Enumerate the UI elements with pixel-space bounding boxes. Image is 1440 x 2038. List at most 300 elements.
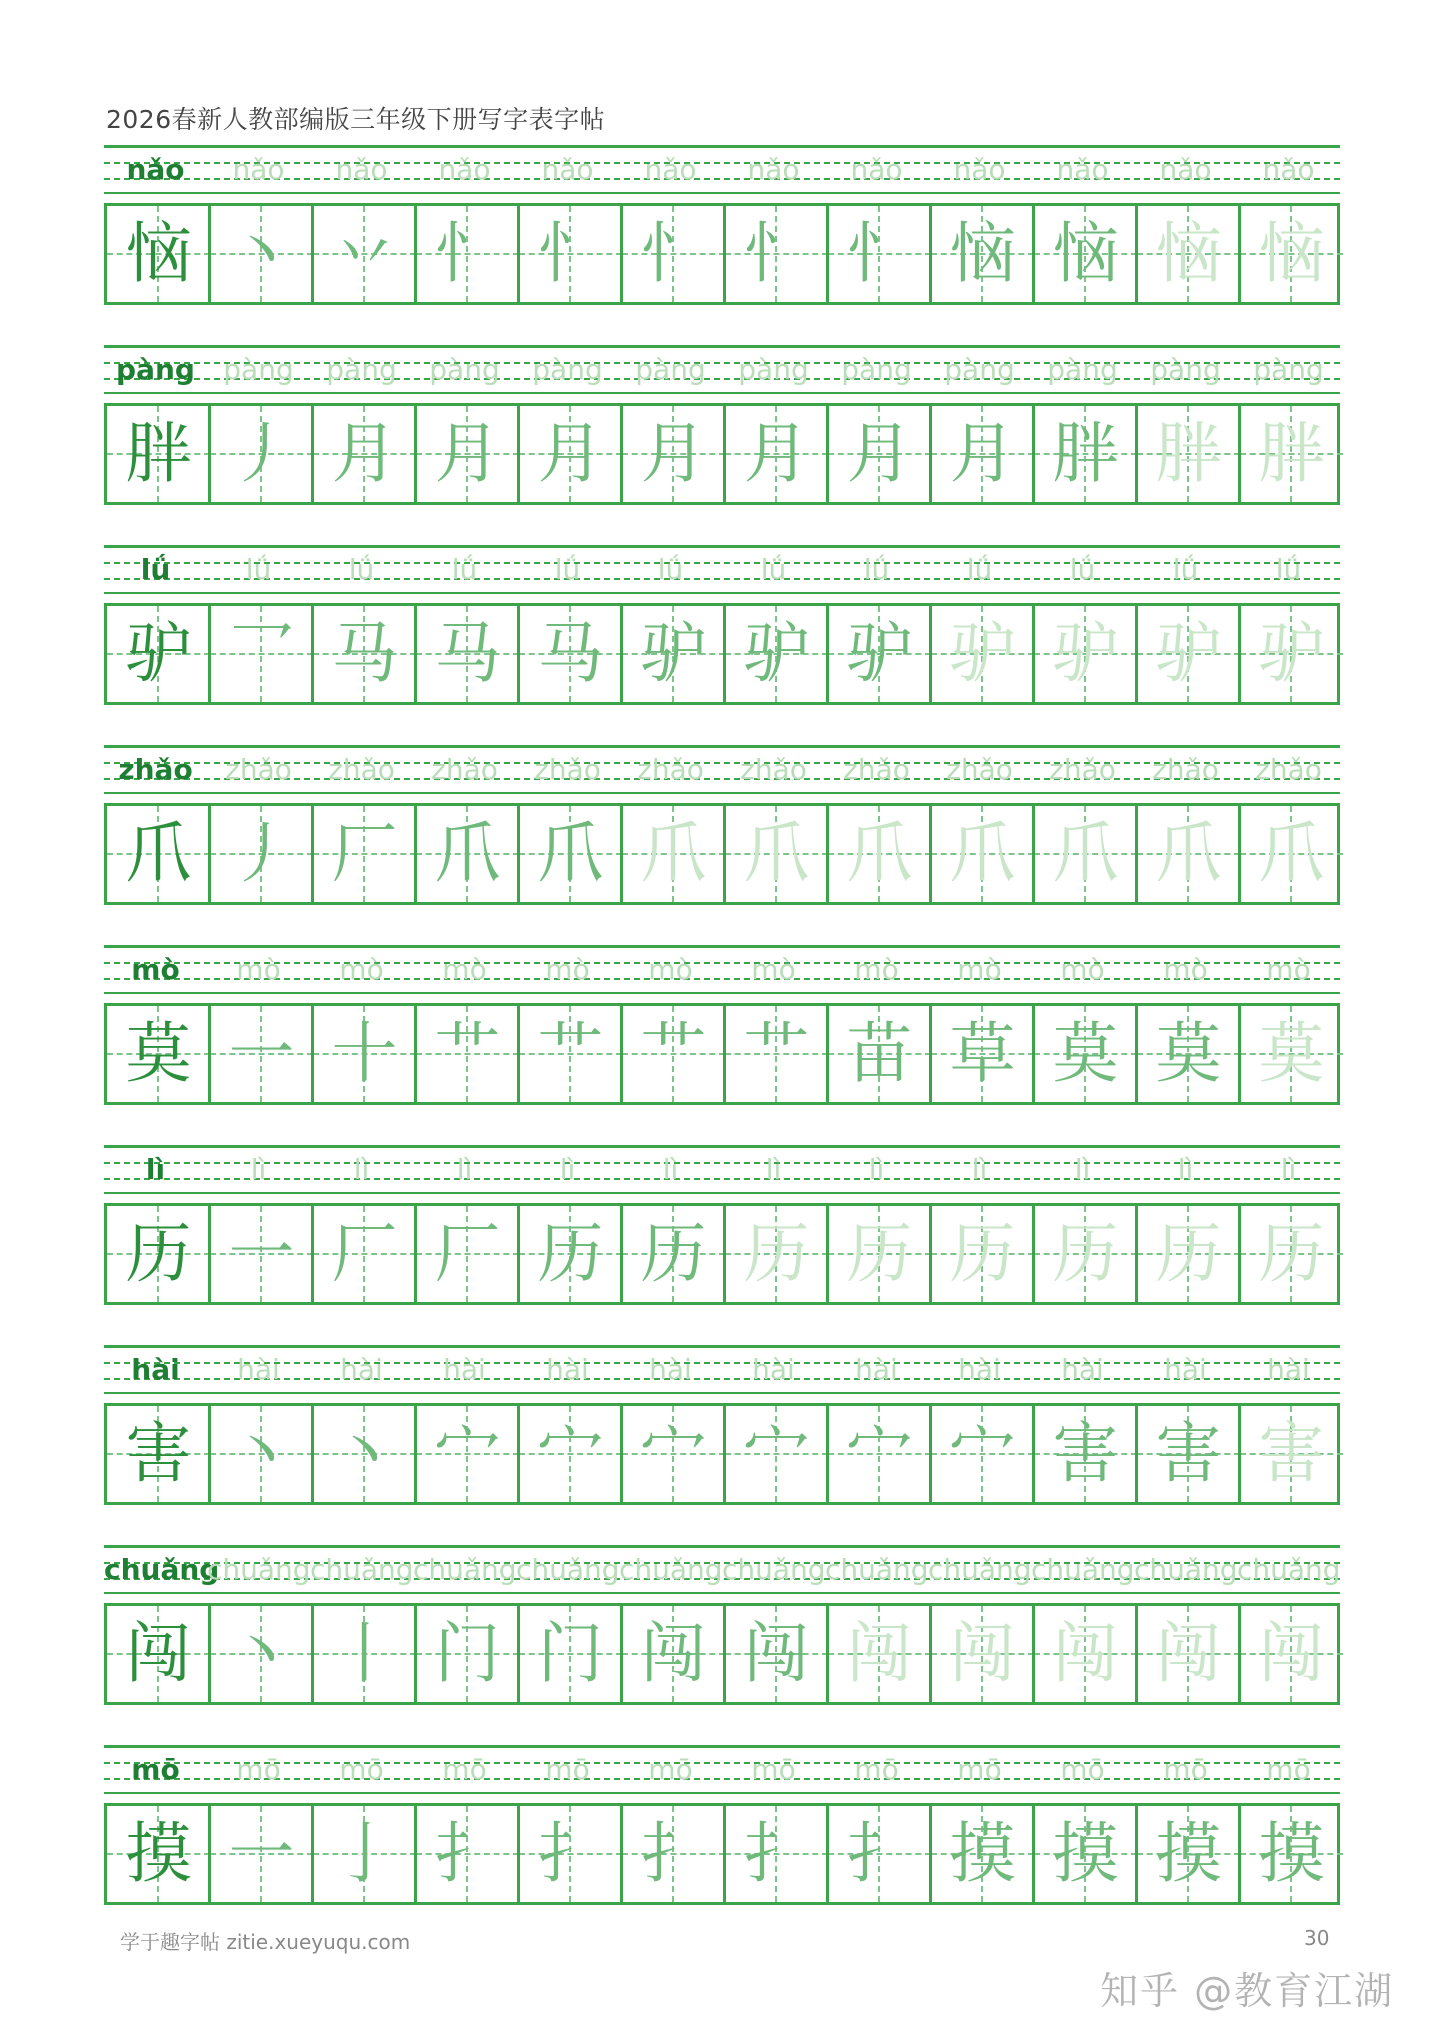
pinyin-trace: hài	[649, 1353, 692, 1386]
cell-divider	[208, 1406, 211, 1502]
stroke-step-character: 丨	[331, 1615, 398, 1692]
trace-character: 闯	[1258, 1615, 1325, 1692]
stroke-step-character: 丶	[228, 215, 295, 292]
trace-character: 闯	[846, 1615, 913, 1692]
stroke-order-cell	[313, 1406, 416, 1502]
pinyin-top-line	[104, 745, 1340, 748]
stroke-order-cell	[622, 1406, 725, 1502]
pinyin-trace: hài	[1267, 1353, 1310, 1386]
cell-divider	[414, 1606, 417, 1702]
pinyin-top-line	[104, 1145, 1340, 1148]
trace-character: 爪	[949, 815, 1016, 892]
stroke-order-cell	[725, 1406, 828, 1502]
pinyin-trace: lǘ	[245, 553, 272, 586]
pinyin-bottom-line	[104, 592, 1340, 594]
pinyin-band	[104, 1545, 1340, 1593]
stroke-order-cell	[828, 1406, 931, 1502]
stroke-step-character: 亅	[331, 1815, 398, 1892]
stroke-order-cell	[519, 1606, 622, 1702]
stroke-step-character: 丿	[228, 415, 295, 492]
cell-divider	[929, 1606, 932, 1702]
trace-character: 驴	[949, 615, 1016, 692]
cell-divider	[826, 1606, 829, 1702]
cell-divider	[414, 1406, 417, 1502]
stroke-order-cell	[931, 1606, 1034, 1702]
pinyin-top-line	[104, 145, 1340, 148]
stroke-step-character: 乛	[228, 615, 295, 692]
stroke-order-cell	[622, 1606, 725, 1702]
pinyin-trace: chuǎng	[516, 1553, 620, 1586]
pinyin-trace: chuǎng	[207, 1553, 311, 1586]
pinyin-trace: nǎo	[953, 153, 1006, 186]
stroke-step-character: 艹	[640, 1015, 707, 1092]
pinyin-trace: pàng	[944, 353, 1015, 386]
stroke-order-cell	[519, 1006, 622, 1102]
stroke-step-character: 摸	[1052, 1815, 1119, 1892]
pinyin-bottom-line	[104, 392, 1340, 394]
pinyin-trace: lì	[1074, 1153, 1091, 1186]
pinyin-trace: nǎo	[747, 153, 800, 186]
cell-divider	[311, 206, 314, 302]
stroke-step-character: 艹	[537, 1015, 604, 1092]
stroke-order-cell	[1240, 1606, 1343, 1702]
pinyin-label: chuǎng	[104, 1553, 220, 1586]
pinyin-trace: hài	[237, 1353, 280, 1386]
pinyin-trace: lǘ	[1069, 553, 1096, 586]
stroke-step-character: 忄	[846, 215, 913, 292]
stroke-order-cell	[828, 1006, 931, 1102]
stroke-order-cell	[210, 206, 313, 302]
pinyin-trace: lǘ	[966, 553, 993, 586]
cell-divider	[723, 406, 726, 502]
stroke-step-character: 门	[434, 1615, 501, 1692]
stroke-step-character: 忄	[743, 215, 810, 292]
model-character-cell	[107, 1006, 210, 1102]
cell-divider	[517, 1606, 520, 1702]
watermark: 知乎 @教育江湖	[1100, 1969, 1395, 2013]
trace-character: 爪	[846, 815, 913, 892]
model-character: 害	[125, 1415, 192, 1492]
stroke-order-cell	[1240, 606, 1343, 702]
stroke-order-cell	[210, 1806, 313, 1902]
cell-divider	[311, 1006, 314, 1102]
pinyin-bottom-line	[104, 1592, 1340, 1594]
trace-character: 历	[1052, 1215, 1119, 1292]
stroke-step-character: 艹	[743, 1015, 810, 1092]
cell-divider	[826, 1806, 829, 1902]
pinyin-label: nǎo	[126, 153, 185, 186]
cell-divider	[208, 1006, 211, 1102]
stroke-order-cell	[828, 1206, 931, 1302]
stroke-order-cell	[1240, 1006, 1343, 1102]
pinyin-trace: mò	[236, 953, 281, 986]
cell-divider	[414, 806, 417, 902]
cell-divider	[1238, 1606, 1241, 1702]
stroke-step-character: 闯	[640, 1615, 707, 1692]
pinyin-trace: mō	[648, 1753, 693, 1786]
stroke-step-character: 历	[640, 1215, 707, 1292]
stroke-order-cell	[622, 806, 725, 902]
cell-divider	[929, 1806, 932, 1902]
cell-divider	[929, 406, 932, 502]
trace-character: 历	[1258, 1215, 1325, 1292]
cell-divider	[620, 406, 623, 502]
stroke-order-cell	[622, 206, 725, 302]
model-character: 胖	[125, 415, 192, 492]
stroke-order-cell	[828, 206, 931, 302]
practice-row	[104, 1545, 1340, 1735]
pinyin-trace: lǘ	[657, 553, 684, 586]
stroke-step-character: 门	[537, 1615, 604, 1692]
practice-row	[104, 345, 1340, 535]
trace-character: 恼	[1155, 215, 1222, 292]
pinyin-label: hài	[131, 1353, 180, 1386]
stroke-order-cell	[725, 1006, 828, 1102]
tian-grid	[104, 1603, 1340, 1705]
stroke-order-cell	[210, 1206, 313, 1302]
pinyin-trace: lì	[868, 1153, 885, 1186]
stroke-step-character: 驴	[743, 615, 810, 692]
stroke-step-character: 宀	[743, 1415, 810, 1492]
pinyin-trace: lì	[765, 1153, 782, 1186]
stroke-step-character: 十	[331, 1015, 398, 1092]
cell-divider	[517, 1006, 520, 1102]
pinyin-label: mò	[131, 953, 180, 986]
pinyin-trace: pàng	[1047, 353, 1118, 386]
page-number: 30	[1304, 1926, 1330, 1950]
trace-character: 爪	[1155, 815, 1222, 892]
pinyin-bottom-line	[104, 1392, 1340, 1394]
pinyin-trace: chuǎng	[1031, 1553, 1135, 1586]
cell-divider	[929, 1406, 932, 1502]
pinyin-trace: lǘ	[451, 553, 478, 586]
pinyin-trace: nǎo	[232, 153, 285, 186]
model-character: 驴	[125, 615, 192, 692]
pinyin-trace: zhǎo	[1255, 753, 1322, 786]
pinyin-trace: chuǎng	[310, 1553, 414, 1586]
stroke-order-cell	[931, 1406, 1034, 1502]
pinyin-label: pàng	[116, 353, 195, 386]
cell-divider	[311, 806, 314, 902]
stroke-order-cell	[1034, 406, 1137, 502]
cell-divider	[414, 406, 417, 502]
pinyin-trace: hài	[443, 1353, 486, 1386]
pinyin-trace: mò	[339, 953, 384, 986]
cell-divider	[517, 1206, 520, 1302]
stroke-order-cell	[622, 1806, 725, 1902]
cell-divider	[414, 1206, 417, 1302]
pinyin-trace: mō	[545, 1753, 590, 1786]
stroke-step-character: 胖	[1052, 415, 1119, 492]
stroke-order-cell	[210, 406, 313, 502]
stroke-order-cell	[931, 206, 1034, 302]
stroke-step-character: 月	[640, 415, 707, 492]
stroke-order-cell	[1240, 1806, 1343, 1902]
stroke-order-cell	[313, 1006, 416, 1102]
pinyin-trace: hài	[1061, 1353, 1104, 1386]
stroke-order-cell	[416, 1806, 519, 1902]
pinyin-band	[104, 345, 1340, 393]
stroke-order-cell	[313, 806, 416, 902]
trace-character: 历	[846, 1215, 913, 1292]
cell-divider	[620, 1006, 623, 1102]
stroke-step-character: 一	[228, 1815, 295, 1892]
pinyin-trace: lì	[1280, 1153, 1297, 1186]
pinyin-trace: mò	[1060, 953, 1105, 986]
cell-divider	[1135, 406, 1138, 502]
trace-character: 闯	[949, 1615, 1016, 1692]
pinyin-trace: chuǎng	[413, 1553, 517, 1586]
cell-divider	[620, 206, 623, 302]
stroke-step-character: 宀	[434, 1415, 501, 1492]
trace-character: 爪	[1052, 815, 1119, 892]
cell-divider	[1032, 206, 1035, 302]
stroke-step-character: 历	[537, 1215, 604, 1292]
stroke-order-cell	[931, 1806, 1034, 1902]
stroke-step-character: 丶	[331, 1415, 398, 1492]
pinyin-trace: lì	[971, 1153, 988, 1186]
tian-grid	[104, 1203, 1340, 1305]
tian-grid	[104, 1003, 1340, 1105]
cell-divider	[517, 1406, 520, 1502]
stroke-step-character: 艹	[434, 1015, 501, 1092]
stroke-step-character: 扌	[434, 1815, 501, 1892]
trace-character: 闯	[1155, 1615, 1222, 1692]
stroke-step-character: 宀	[846, 1415, 913, 1492]
model-character: 恼	[125, 215, 192, 292]
pinyin-trace: nǎo	[644, 153, 697, 186]
tian-grid	[104, 203, 1340, 305]
pinyin-bottom-line	[104, 1792, 1340, 1794]
pinyin-trace: nǎo	[438, 153, 491, 186]
pinyin-trace: zhǎo	[225, 753, 292, 786]
model-character: 历	[125, 1215, 192, 1292]
model-character-cell	[107, 806, 210, 902]
cell-divider	[1032, 1406, 1035, 1502]
cell-divider	[1238, 1206, 1241, 1302]
pinyin-trace: mō	[957, 1753, 1002, 1786]
trace-character: 害	[1258, 1415, 1325, 1492]
stroke-order-cell	[725, 806, 828, 902]
pinyin-band	[104, 945, 1340, 993]
pinyin-trace: mō	[1060, 1753, 1105, 1786]
practice-row	[104, 745, 1340, 935]
pinyin-trace: hài	[546, 1353, 589, 1386]
stroke-step-character: 厂	[331, 1215, 398, 1292]
cell-divider	[1238, 1806, 1241, 1902]
pinyin-band	[104, 1345, 1340, 1393]
stroke-step-character: 宀	[537, 1415, 604, 1492]
model-character: 摸	[125, 1815, 192, 1892]
cell-divider	[311, 1606, 314, 1702]
cell-divider	[517, 606, 520, 702]
stroke-order-cell	[622, 1206, 725, 1302]
stroke-order-cell	[931, 606, 1034, 702]
pinyin-top-line	[104, 345, 1340, 348]
pinyin-trace: mò	[1163, 953, 1208, 986]
cell-divider	[1032, 806, 1035, 902]
stroke-order-cell	[725, 206, 828, 302]
pinyin-trace: mò	[1266, 953, 1311, 986]
pinyin-trace: pàng	[223, 353, 294, 386]
stroke-step-character: 爪	[434, 815, 501, 892]
cell-divider	[208, 406, 211, 502]
stroke-step-character: 扌	[640, 1815, 707, 1892]
stroke-order-cell	[313, 206, 416, 302]
stroke-order-cell	[725, 1606, 828, 1702]
stroke-order-cell	[1034, 1006, 1137, 1102]
trace-character: 莫	[1258, 1015, 1325, 1092]
trace-character: 胖	[1258, 415, 1325, 492]
stroke-order-cell	[210, 1606, 313, 1702]
pinyin-trace: hài	[855, 1353, 898, 1386]
cell-divider	[723, 806, 726, 902]
stroke-order-cell	[519, 606, 622, 702]
pinyin-trace: nǎo	[335, 153, 388, 186]
stroke-order-cell	[1034, 1206, 1137, 1302]
stroke-order-cell	[313, 406, 416, 502]
stroke-order-cell	[1137, 606, 1240, 702]
stroke-order-cell	[416, 1206, 519, 1302]
cell-divider	[826, 1206, 829, 1302]
stroke-order-cell	[931, 406, 1034, 502]
stroke-step-character: 月	[743, 415, 810, 492]
stroke-order-cell	[1137, 206, 1240, 302]
pinyin-trace: chuǎng	[1237, 1553, 1341, 1586]
cell-divider	[826, 806, 829, 902]
pinyin-label: lǘ	[140, 553, 171, 586]
stroke-order-cell	[313, 1806, 416, 1902]
cell-divider	[1135, 806, 1138, 902]
cell-divider	[620, 1206, 623, 1302]
stroke-order-cell	[828, 1606, 931, 1702]
cell-divider	[208, 606, 211, 702]
pinyin-trace: zhǎo	[328, 753, 395, 786]
stroke-order-cell	[1137, 1206, 1240, 1302]
stroke-step-character: 摸	[1155, 1815, 1222, 1892]
cell-divider	[311, 1806, 314, 1902]
stroke-step-character: 丶	[228, 1615, 295, 1692]
cell-divider	[723, 1606, 726, 1702]
pinyin-top-line	[104, 1345, 1340, 1348]
pinyin-trace: nǎo	[1159, 153, 1212, 186]
stroke-order-cell	[725, 1206, 828, 1302]
trace-character: 驴	[1258, 615, 1325, 692]
trace-character: 历	[949, 1215, 1016, 1292]
stroke-order-cell	[622, 606, 725, 702]
cell-divider	[723, 1406, 726, 1502]
stroke-order-cell	[1137, 1606, 1240, 1702]
stroke-step-character: 丿	[228, 815, 295, 892]
cell-divider	[1238, 206, 1241, 302]
stroke-order-cell	[519, 1406, 622, 1502]
pinyin-trace: zhǎo	[740, 753, 807, 786]
stroke-step-character: 莫	[1155, 1015, 1222, 1092]
cell-divider	[929, 1006, 932, 1102]
stroke-step-character: 马	[537, 615, 604, 692]
cell-divider	[929, 606, 932, 702]
stroke-order-cell	[313, 1606, 416, 1702]
stroke-step-character: 月	[949, 415, 1016, 492]
cell-divider	[208, 1606, 211, 1702]
pinyin-trace: lǘ	[348, 553, 375, 586]
cell-divider	[929, 206, 932, 302]
cell-divider	[723, 1006, 726, 1102]
pinyin-trace: lǘ	[863, 553, 890, 586]
cell-divider	[929, 806, 932, 902]
cell-divider	[1135, 1206, 1138, 1302]
model-character-cell	[107, 406, 210, 502]
pinyin-trace: lì	[353, 1153, 370, 1186]
pinyin-bottom-line	[104, 792, 1340, 794]
cell-divider	[517, 406, 520, 502]
stroke-order-cell	[1034, 1806, 1137, 1902]
stroke-step-character: 忄	[537, 215, 604, 292]
stroke-step-character: 害	[1155, 1415, 1222, 1492]
pinyin-trace: lǘ	[554, 553, 581, 586]
pinyin-trace: mò	[854, 953, 899, 986]
stroke-order-cell	[1240, 406, 1343, 502]
cell-divider	[826, 406, 829, 502]
pinyin-trace: mō	[1163, 1753, 1208, 1786]
stroke-step-character: 月	[434, 415, 501, 492]
stroke-step-character: 忄	[640, 215, 707, 292]
cell-divider	[1135, 1406, 1138, 1502]
stroke-step-character: 苗	[846, 1015, 913, 1092]
stroke-order-cell	[1034, 1406, 1137, 1502]
pinyin-bottom-line	[104, 192, 1340, 194]
cell-divider	[1238, 806, 1241, 902]
model-character: 闯	[125, 1615, 192, 1692]
pinyin-trace: pàng	[429, 353, 500, 386]
trace-character: 历	[1155, 1215, 1222, 1292]
cell-divider	[929, 1206, 932, 1302]
pinyin-trace: mō	[442, 1753, 487, 1786]
cell-divider	[1032, 606, 1035, 702]
pinyin-trace: lǘ	[1172, 553, 1199, 586]
cell-divider	[826, 206, 829, 302]
stroke-order-cell	[416, 1006, 519, 1102]
cell-divider	[414, 606, 417, 702]
stroke-order-cell	[1240, 1206, 1343, 1302]
pinyin-trace: mò	[751, 953, 796, 986]
pinyin-trace: chuǎng	[722, 1553, 826, 1586]
pinyin-trace: pàng	[1253, 353, 1324, 386]
stroke-order-cell	[1034, 606, 1137, 702]
stroke-order-cell	[725, 1806, 828, 1902]
practice-row	[104, 1145, 1340, 1335]
stroke-step-character: 一	[228, 1215, 295, 1292]
pinyin-band	[104, 745, 1340, 793]
cell-divider	[208, 206, 211, 302]
cell-divider	[208, 806, 211, 902]
pinyin-top-line	[104, 1745, 1340, 1748]
pinyin-trace: lì	[559, 1153, 576, 1186]
pinyin-trace: chuǎng	[928, 1553, 1032, 1586]
stroke-order-cell	[622, 406, 725, 502]
cell-divider	[826, 606, 829, 702]
stroke-step-character: 害	[1052, 1415, 1119, 1492]
stroke-order-cell	[828, 1806, 931, 1902]
practice-row	[104, 1745, 1340, 1935]
cell-divider	[414, 1806, 417, 1902]
pinyin-trace: nǎo	[850, 153, 903, 186]
cell-divider	[1238, 1006, 1241, 1102]
stroke-step-character: 马	[434, 615, 501, 692]
cell-divider	[723, 1206, 726, 1302]
pinyin-band	[104, 1145, 1340, 1193]
stroke-order-cell	[519, 806, 622, 902]
